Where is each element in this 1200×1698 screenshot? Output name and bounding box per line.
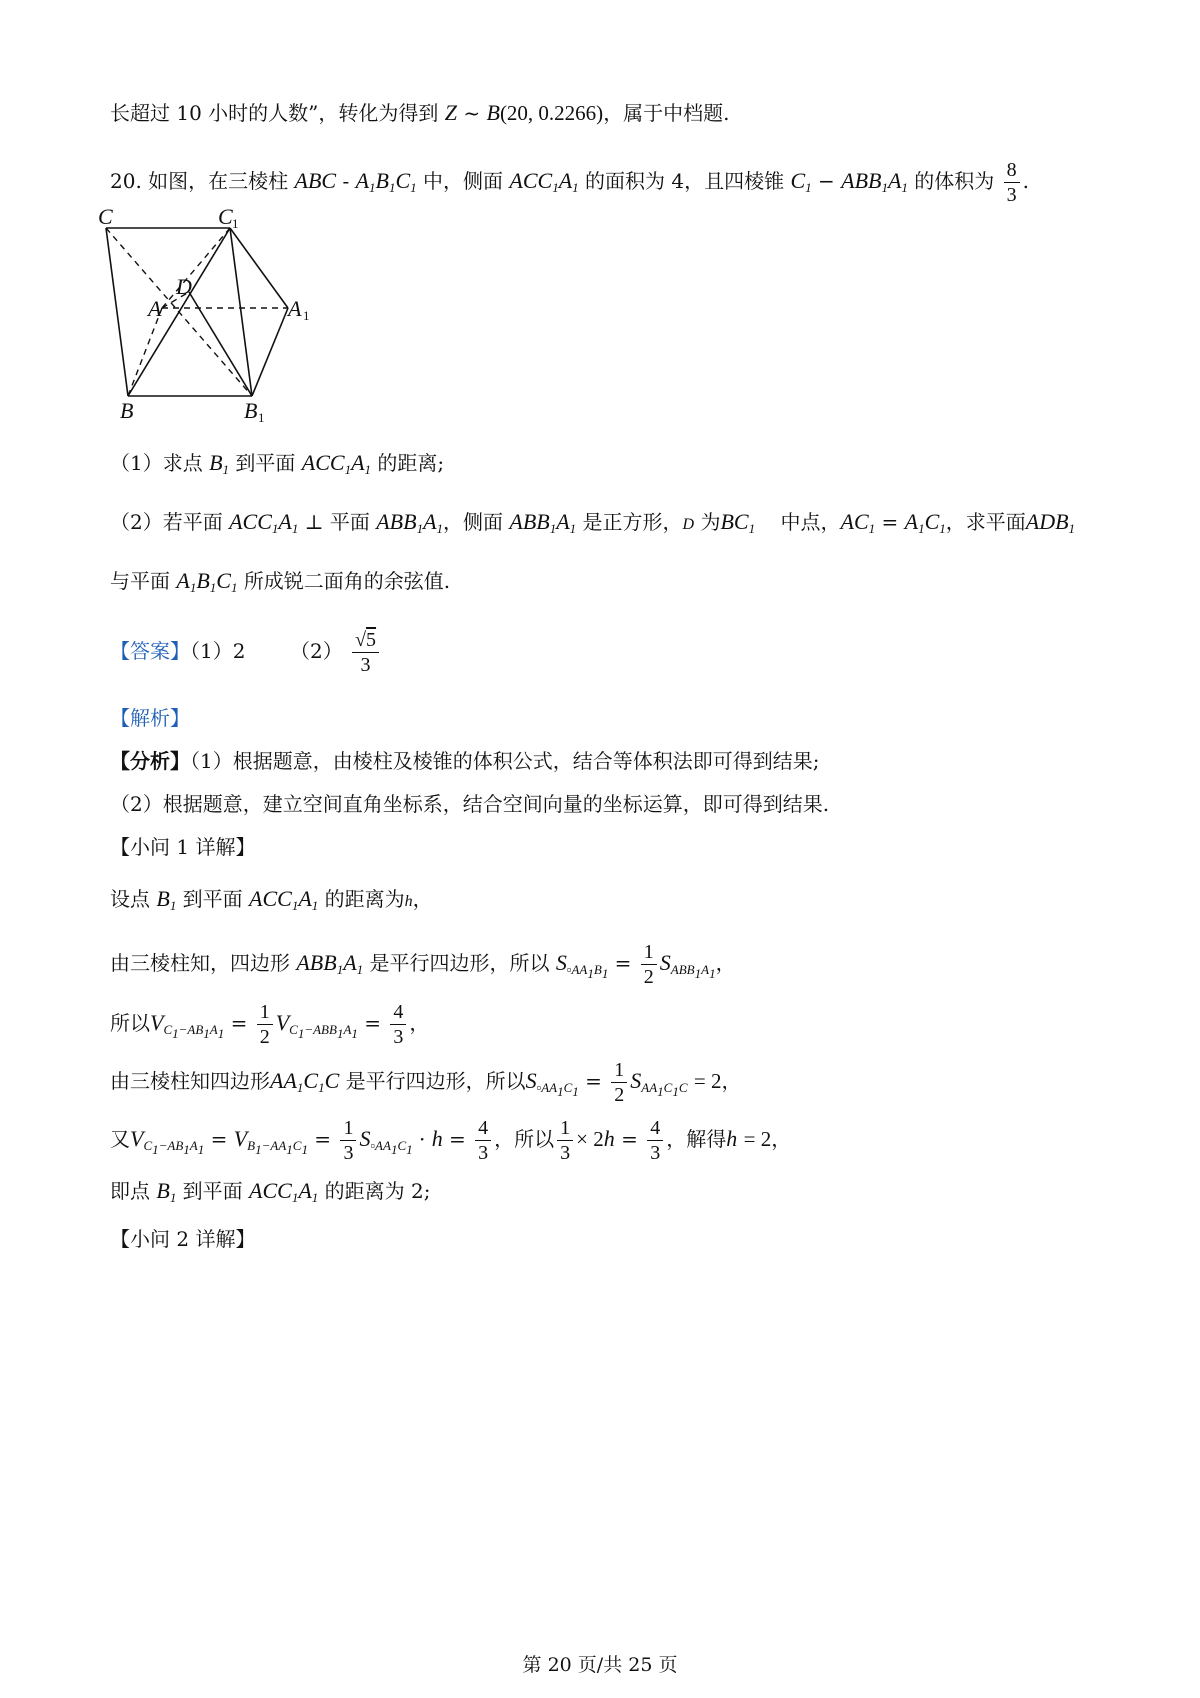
- text: 所成锐二面角的余弦值.: [243, 569, 451, 593]
- sub2-tag: 【小问 2 详解】: [110, 1227, 256, 1251]
- text: 中点，: [780, 510, 841, 534]
- text: 与平面: [110, 569, 170, 593]
- step-6: 即点 $B_1$ 到平面 $ACC_1A_1$ 的距离为 2;: [110, 1178, 431, 1205]
- text: （1）求点: [110, 451, 203, 475]
- label-D: D: [176, 274, 192, 299]
- text: 是平行四边形，所以: [345, 1069, 526, 1093]
- text: （2）若平面: [110, 510, 223, 534]
- text: （1）根据题意，由棱柱及棱锥的体积公式，结合等体积法即可得到结果;: [190, 749, 820, 773]
- fenxi-tag: 【分析】: [110, 749, 190, 773]
- page-footer: 第 20 页/共 25 页: [522, 1654, 678, 1676]
- text: 为: [700, 510, 721, 534]
- answer-part-1: （1）2: [190, 639, 246, 663]
- step-4: 由三棱柱知四边形$AA_1C_1C$ 是平行四边形，所以$S_{▫AA_1C_1}$ = $\frac{1}{2}$ $S_{AA_1C_1C} = 2$，: [110, 1059, 742, 1106]
- text: 是平行四边形，所以: [369, 951, 550, 975]
- text: 到平面: [235, 451, 296, 475]
- step-1: 设点 $B_1$ 到平面 $ACC_1A_1$ 的距离为h，: [110, 886, 433, 913]
- question-2: （2）若平面 $ACC_1A_1$ ⊥ 平面 $ABB_1A_1$，侧面 $ABB_1A_1$ 是正方形，D 为$BC_1$ 中点，$AC_1 = A_1C_1$，求平面$ADB_1$: [110, 509, 1076, 536]
- text: .: [1022, 169, 1029, 193]
- denominator: 3: [360, 654, 371, 676]
- problem-number: 20.: [110, 169, 142, 193]
- question-1: （1）求点 $B_1$ 到平面 $ACC_1A_1$ 的距离;: [110, 450, 445, 477]
- label-A1-sub: 1: [303, 308, 310, 323]
- label-B: B: [120, 398, 134, 423]
- text: ，侧面: [443, 510, 504, 534]
- text: 的距离为 2;: [324, 1179, 431, 1203]
- fenxi-2: （2）根据题意，建立空间直角坐标系，结合空间向量的坐标运算，即可得到结果.: [110, 792, 830, 816]
- prism-figure: [90, 200, 330, 430]
- text: 长超过 10 小时的人数”，转化为得到: [110, 101, 439, 125]
- fraction-8-3: $\frac{8}{3}$: [1004, 158, 1020, 207]
- top-line: 长超过 10 小时的人数”，转化为得到 Z ~ B(20, 0.2266)，属于中档题.: [110, 100, 730, 125]
- text: 是正方形，: [582, 510, 683, 534]
- text: 平面: [329, 510, 370, 534]
- text: 的距离;: [377, 451, 445, 475]
- fraction-sqrt5-3: $\frac{√5}{3}$: [352, 628, 379, 677]
- fenxi-1: [110, 746, 819, 776]
- text: 由三棱柱知四边形: [110, 1069, 270, 1093]
- text: 的距离为: [324, 887, 405, 911]
- text: ，属于中档题.: [603, 101, 730, 125]
- label-C: C: [98, 204, 113, 229]
- text: 所以: [110, 1011, 150, 1035]
- sqrt-value: 5: [366, 629, 377, 651]
- label-C1-sub: 1: [232, 216, 239, 231]
- text: 的面积为 4，且四棱锥: [585, 169, 785, 193]
- text: 设点: [110, 887, 150, 911]
- text: 中，侧面: [423, 169, 504, 193]
- text: 又: [110, 1127, 130, 1151]
- text: ，所以: [494, 1127, 555, 1151]
- text: 如图，在三棱柱: [148, 169, 289, 193]
- label-A: A: [148, 296, 162, 321]
- label-B1-sub: 1: [258, 410, 265, 425]
- problem-intro: 20. 如图，在三棱柱 ABC - $A_1B_1C_1$ 中，侧面 $ACC_1A_1$ 的面积为 4，且四棱锥 $C_1 - ABB_1A_1$ 的体积为 $\frac{8}{3}$ .: [110, 159, 1029, 206]
- sub1-tag: 【小问 1 详解】: [110, 835, 256, 859]
- answer: [110, 628, 382, 677]
- label-A1: A: [288, 296, 302, 321]
- step-2: 由三棱柱知，四边形 $ABB_1A_1$ 是平行四边形，所以 $S_{▫AA_1B_1}$ = $\frac{1}{2}$ $S_{ABB_1A_1}$，: [110, 941, 736, 988]
- label-B1: B: [244, 398, 258, 423]
- text: 的体积为: [914, 169, 995, 193]
- text: 即点: [110, 1179, 150, 1203]
- text: ，求平面: [945, 510, 1026, 534]
- step-3: 所以$V_{C_1-AB_1A_1}$ = $\frac{1}{2}$ $V_{C_1-ABB_1A_1}$ = $\frac{4}{3}$ ，: [110, 1001, 430, 1048]
- label-C1: C: [218, 204, 233, 229]
- question-2-cont: 与平面 $A_1B_1C_1$ 所成锐二面角的余弦值.: [110, 568, 451, 595]
- step-5: 又$V_{C_1-AB_1A_1} = V_{B_1-AA_1C_1}$ = $\frac{1}{3}$ $S_{▫AA_1C_1} \cdot h$ = $\frac{4}{3}$ ，所以 $\frac{1}{3}$ × 2h = $\frac{4}{3}$ ，解得h = 2，: [110, 1117, 792, 1164]
- text: ，解得: [666, 1127, 727, 1151]
- text: 到平面: [182, 887, 243, 911]
- analysis-tag: 【解析】: [110, 706, 190, 730]
- text: 到平面: [182, 1179, 243, 1203]
- answer-part-2: （2）: [289, 639, 343, 663]
- text: 由三棱柱知，四边形: [110, 951, 290, 975]
- answer-tag: 【答案】: [110, 639, 190, 663]
